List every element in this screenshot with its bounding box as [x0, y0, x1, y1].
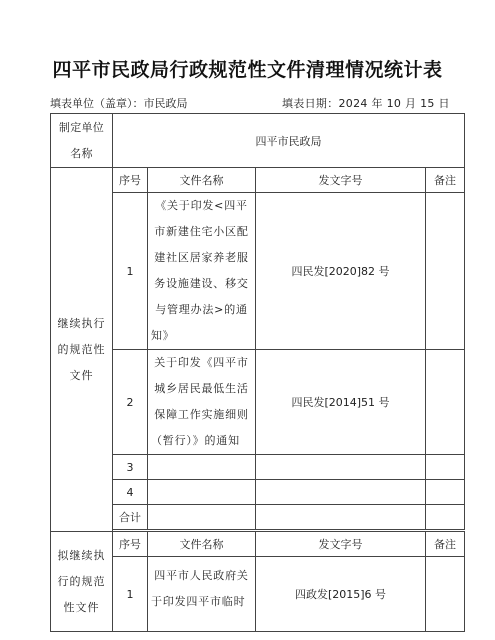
- row-file-name: [148, 455, 256, 480]
- row-file-name: 四平市人民政府关于印发四平市临时: [148, 557, 256, 632]
- row-doc-no: 四民发[2014]51 号: [256, 350, 426, 455]
- fill-date: 填表日期：2024 年 10 月 15 日: [282, 97, 450, 110]
- unit-label: 制定单位名称: [51, 114, 113, 168]
- fill-unit: 填表单位（盖章）：市民政局: [50, 97, 188, 110]
- header-seq: 序号: [113, 532, 148, 557]
- row-remark: [426, 480, 465, 505]
- row-doc-no: [256, 480, 426, 505]
- header-remark: 备注: [426, 532, 465, 557]
- header-row: [51, 168, 465, 193]
- unit-value: 四平市民政局: [113, 114, 465, 168]
- row-file-name: [148, 480, 256, 505]
- table-row: [51, 480, 465, 505]
- row-seq: 3: [113, 455, 148, 480]
- section-label-pending: 拟继续执行的规范性文件: [51, 532, 113, 632]
- table-row: [51, 557, 465, 632]
- table-row: [51, 455, 465, 480]
- row-file-name: 关于印发《四平市城乡居民最低生活保障工作实施细则（暂行）》的通知: [148, 350, 256, 455]
- section-label-continue: 继续执行的规范性文件: [51, 168, 113, 532]
- table-row: [51, 350, 465, 455]
- page-title: 四平市民政局行政规范性文件清理情况统计表: [52, 59, 443, 81]
- row-doc-no: 四政发[2015]6 号: [256, 557, 426, 632]
- table-row: [51, 193, 465, 350]
- row-seq: 1: [113, 193, 148, 350]
- row-doc-no: 四民发[2020]82 号: [256, 193, 426, 350]
- statistics-table: [50, 113, 465, 632]
- header-name: 文件名称: [148, 168, 256, 193]
- header-doc-no: 发文字号: [256, 532, 426, 557]
- header-name: 文件名称: [148, 532, 256, 557]
- row-seq: 1: [113, 557, 148, 632]
- header-row: [51, 532, 465, 557]
- header-remark: 备注: [426, 168, 465, 193]
- row-doc-no: [256, 455, 426, 480]
- row-seq: 4: [113, 480, 148, 505]
- total-doc-no: [256, 505, 426, 530]
- row-file-name: 《关于印发<四平市新建住宅小区配建社区居家养老服务设施建设、移交与管理办法>的通知》: [148, 193, 256, 350]
- row-remark: [426, 455, 465, 480]
- row-remark: [426, 557, 465, 632]
- unit-row: [51, 114, 465, 168]
- total-remark: [426, 505, 465, 530]
- total-name: [148, 505, 256, 530]
- row-remark: [426, 193, 465, 350]
- header-doc-no: 发文字号: [256, 168, 426, 193]
- header-seq: 序号: [113, 168, 148, 193]
- total-row: [51, 505, 465, 530]
- row-remark: [426, 350, 465, 455]
- row-seq: 2: [113, 350, 148, 455]
- total-label: 合计: [113, 505, 148, 530]
